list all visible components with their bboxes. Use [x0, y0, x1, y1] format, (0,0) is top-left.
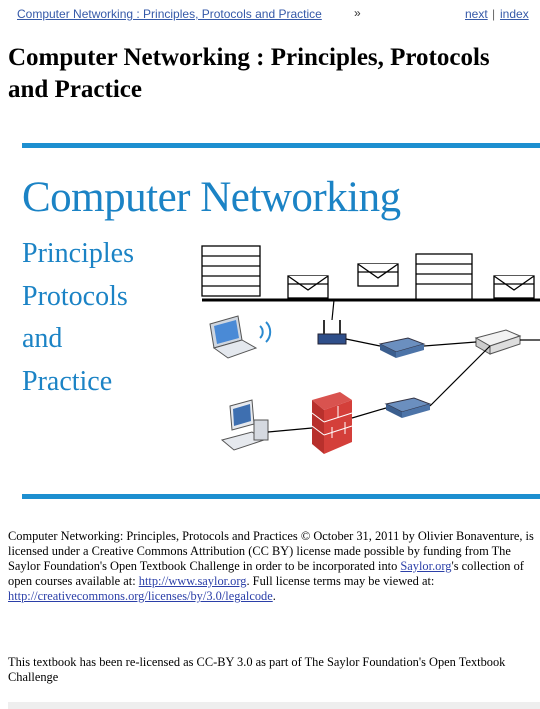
cc-license-link[interactable]: http://creativecommons.org/licenses/by/3.0/legalcode	[8, 589, 273, 603]
envelope-icon	[358, 264, 398, 286]
cover-line-protocols: Protocols	[22, 281, 128, 312]
cover-title: Computer Networking	[22, 174, 401, 221]
next-link[interactable]: next	[465, 7, 488, 21]
firewall-icon	[312, 392, 352, 454]
desktop-computer-icon	[222, 400, 268, 450]
license-text: Computer Networking: Principles, Protocols and Practices © October 31, 2011 by Olivier Bonaventure, is licensed under a Creative Commons Attribution (CC BY) license made possible by funding from The Saylor Foundation's Open Textbook Challenge in order to be incorporated into	[8, 529, 534, 573]
envelope-icon	[288, 276, 328, 298]
saylor-link[interactable]: Saylor.org	[400, 559, 452, 573]
index-link[interactable]: index	[500, 7, 529, 21]
cover-bottom-rule	[22, 494, 540, 499]
envelope-icon	[494, 276, 534, 298]
breadcrumb-link[interactable]: Computer Networking : Principles, Protocols and Practice	[17, 7, 322, 21]
router-icon	[318, 320, 346, 344]
relicense-paragraph: This textbook has been re-licensed as CC-BY 3.0 as part of The Saylor Foundation's Open Textbook Challenge	[8, 655, 506, 684]
license-text: 's collection of open courses available at:	[8, 559, 524, 588]
network-diagram-illustration	[190, 228, 540, 498]
cover-line-practice: Practice	[22, 366, 113, 397]
table-icon	[202, 246, 260, 296]
cover-image	[22, 143, 540, 500]
switch-icon	[386, 398, 430, 418]
top-navigation	[0, 0, 540, 27]
page-title: Computer Networking : Principles, Protocols and Practice	[8, 44, 490, 103]
license-text: .	[272, 589, 276, 603]
laptop-icon	[210, 316, 270, 358]
footer-bar	[8, 702, 540, 709]
license-paragraph	[8, 529, 536, 604]
network-device-icon	[476, 330, 520, 354]
saylor-url-link[interactable]: http://www.saylor.org	[138, 574, 247, 588]
cover-top-rule	[22, 143, 540, 148]
switch-icon	[380, 338, 424, 358]
nav-separator: |	[492, 7, 496, 21]
license-text: . Full license terms may be viewed at:	[246, 574, 435, 588]
breadcrumb-separator: »	[354, 6, 361, 20]
cover-line-and: and	[22, 323, 63, 354]
cover-line-principles: Principles	[22, 238, 134, 269]
table-icon	[416, 254, 472, 300]
